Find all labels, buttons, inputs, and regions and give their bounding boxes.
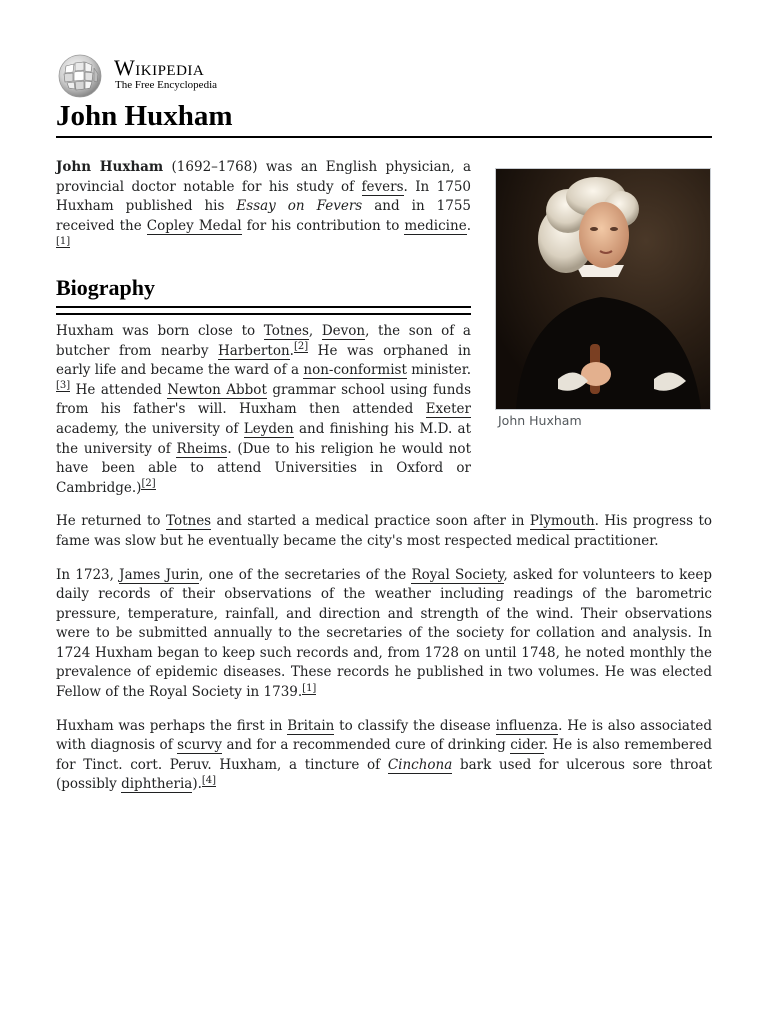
text: and finishing his M.D. at the university of: [56, 420, 472, 457]
text: He returned to: [56, 513, 166, 530]
wordmark: Wikipedia: [114, 55, 205, 80]
link-james-jurin[interactable]: James Jurin: [119, 566, 200, 583]
biography-paragraph-3: [56, 566, 712, 703]
text: ,: [308, 322, 322, 339]
link-royal-society[interactable]: Royal Society: [411, 566, 504, 583]
article-body: [56, 158, 712, 809]
citation-4[interactable]: [4]: [201, 774, 217, 786]
link-leyden[interactable]: Leyden: [243, 420, 294, 437]
citation-1[interactable]: [1]: [302, 682, 317, 694]
link-britain[interactable]: Britain: [287, 717, 335, 734]
link-influenza[interactable]: influenza: [495, 717, 559, 734]
text: He attended: [70, 381, 168, 398]
text: In 1723,: [56, 566, 120, 583]
text: ).: [192, 776, 202, 793]
link-totnes[interactable]: Totnes: [263, 322, 309, 339]
text: . He is also remembered for Tinct. cort. Peruv. Huxham, a tincture of: [56, 737, 713, 773]
text: minister.: [406, 362, 471, 379]
text: Huxham was born close to: [56, 322, 264, 339]
link-exeter[interactable]: Exeter: [425, 401, 471, 418]
citation-2[interactable]: [2]: [293, 341, 309, 353]
work-title: Essay on Fevers: [236, 198, 363, 215]
citation-2[interactable]: [2]: [141, 478, 156, 490]
text: (1692–1768) was an English physician, a provincial doctor notable for his study of: [56, 159, 471, 195]
text: bark used for ulcerous sore throat (possibly: [56, 756, 713, 793]
text: academy, the university of: [56, 420, 244, 437]
link-devon[interactable]: Devon: [321, 322, 366, 339]
text: , asked for volunteers to keep daily records of their observations of the weather including readings of the barometric pressure, temperature, rainfall, and direction and strength of the wind. Their observations were to be submitted annually to the secretaries of the society for collation and analysis. In 1724 Huxham began to keep such records and, from 1728 on until 1748, he noted monthly the prevalence of epidemic diseases. These records he published in two volumes. He was elected Fellow of the Royal Society in 1739.: [56, 566, 712, 701]
link-cinchona[interactable]: [388, 757, 452, 774]
text: Huxham was perhaps the first in: [56, 717, 288, 734]
link-harberton[interactable]: Harberton: [218, 342, 290, 359]
link-rheims[interactable]: Rheims: [176, 440, 228, 457]
page-title: John Huxham: [56, 98, 712, 138]
infobox-caption: John Huxham: [498, 413, 582, 428]
link-totnes[interactable]: Totnes: [165, 513, 212, 530]
text: for his contribution to: [241, 217, 405, 234]
text: and for a recommended cure of drinking: [222, 737, 511, 754]
intro-paragraph: [56, 158, 471, 256]
link-copley-medal[interactable]: Copley Medal: [146, 217, 242, 234]
text: to classify the disease: [334, 717, 496, 734]
link-scurvy[interactable]: scurvy: [177, 737, 223, 754]
text: grammar school using funds from his father's will. Huxham then attended: [56, 381, 471, 418]
wikipedia-globe-icon: [56, 54, 104, 98]
text: , the son of a butcher from nearby: [56, 322, 471, 359]
link-non-conformist[interactable]: non-conformist: [303, 362, 407, 379]
biography-paragraph-1: [56, 322, 471, 498]
link-newton-abbot[interactable]: Newton Abbot: [167, 381, 267, 398]
text: and started a medical practice soon after in: [211, 513, 530, 530]
tagline: The Free Encyclopedia: [115, 79, 218, 91]
text: . In 1750 Huxham published his: [56, 178, 471, 215]
link-medicine[interactable]: medicine: [404, 217, 467, 234]
citation-1[interactable]: [1]: [56, 235, 71, 247]
citation-3[interactable]: [3]: [56, 380, 71, 392]
text: .: [466, 217, 471, 234]
text: . His progress to fame was slow but he eventually became the city's most respected medical practitioner.: [56, 513, 712, 549]
link-fevers[interactable]: fevers: [361, 178, 404, 195]
biography-paragraph-2: [56, 512, 712, 551]
text: and in 1755 received the: [56, 198, 471, 234]
section-heading-biography: Biography: [56, 274, 471, 308]
text: He was orphaned in early life and became the ward of a: [56, 342, 472, 379]
text: . He is also associated with diagnosis of: [56, 717, 713, 754]
text: .: [289, 342, 294, 359]
link-diphtheria[interactable]: diphtheria: [121, 776, 193, 793]
link-text: Cinchona: [387, 756, 453, 773]
link-cider[interactable]: cider: [510, 737, 544, 754]
text: , one of the secretaries of the: [199, 566, 412, 583]
text: . (Due to his religion he would not have been able to attend Universities in Oxford or Cambridge.): [56, 440, 471, 496]
subject-name: John Huxham: [56, 159, 164, 175]
link-plymouth[interactable]: Plymouth: [529, 513, 595, 530]
biography-paragraph-4: [56, 717, 712, 795]
